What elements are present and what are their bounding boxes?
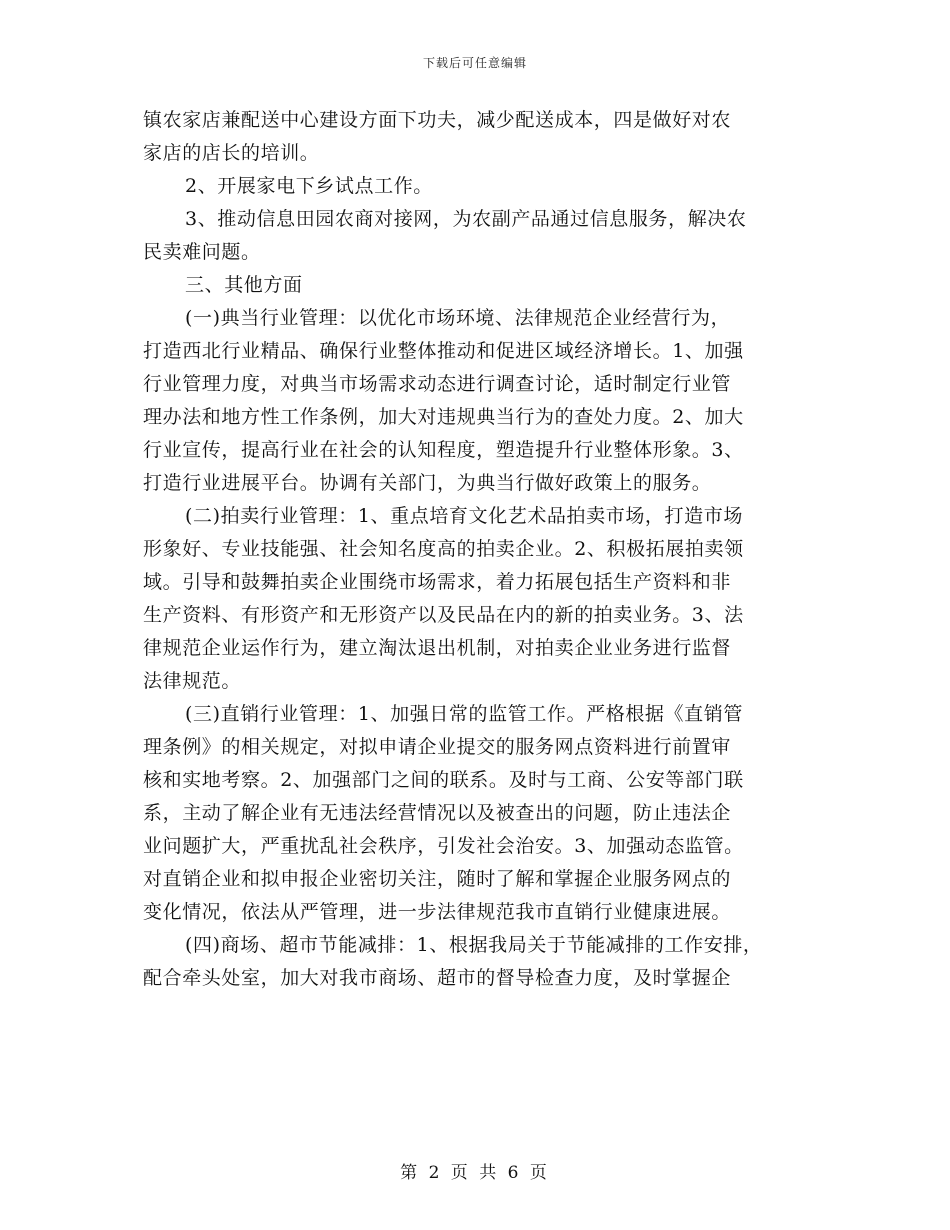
text-line: 法律规范。 [143,670,242,692]
text-line: (一)典当行业管理：以优化市场环境、法律规范企业经营行为， [185,307,731,329]
text-line: 配合牵头处室，加大对我市商场、超市的督导检查力度，及时掌握企 [143,967,732,989]
text-line: 形象好、专业技能强、社会知名度高的拍卖企业。2、积极拓展拍卖领 [143,538,744,560]
page-number-footer: 第 2 页 共 6 页 [400,1163,550,1183]
page-header: 下载后可任意编辑 [422,56,527,70]
text-line: 业问题扩大，严重扰乱社会秩序，引发社会治安。3、加强动态监管。 [143,835,744,857]
text-line: 律规范企业运作行为，建立淘汰退出机制，对拍卖企业业务进行监督 [143,637,732,659]
text-line: 家店的店长的培训。 [143,142,320,164]
text-line: (二)拍卖行业管理：1、重点培育文化艺术品拍卖市场，打造市场 [185,505,743,527]
text-line: 域。引导和鼓舞拍卖企业围绕市场需求，着力拓展包括生产资料和非 [143,571,732,593]
text-line: 行业宣传，提高行业在社会的认知程度，塑造提升行业整体形象。3、 [143,439,744,461]
text-line: 镇农家店兼配送中心建设方面下功夫，减少配送成本，四是做好对农 [143,109,732,131]
text-line: 核和实地考察。2、加强部门之间的联系。及时与工商、公安等部门联 [143,769,744,791]
text-line: 3、推动信息田园农商对接网，为农副产品通过信息服务，解决农 [185,208,747,230]
text-line: 变化情况，依法从严管理，进一步法律规范我市直销行业健康进展。 [143,901,732,923]
text-line: 民卖难问题。 [143,241,261,263]
text-line: 2、开展家电下乡试点工作。 [185,175,433,197]
text-line: (三)直销行业管理：1、加强日常的监管工作。严格根据《直销管 [185,703,743,725]
text-line: 打造西北行业精品、确保行业整体推动和促进区域经济增长。1、加强 [143,340,744,362]
text-line: 对直销企业和拟申报企业密切关注，随时了解和掌握企业服务网点的 [143,868,732,890]
text-line: 打造行业进展平台。协调有关部门，为典当行做好政策上的服务。 [143,472,712,494]
text-line: 生产资料、有形资产和无形资产以及民品在内的新的拍卖业务。3、法 [143,604,744,626]
text-line: (四)商场、超市节能减排：1、根据我局关于节能减排的工作安排， [185,934,763,956]
text-line: 理办法和地方性工作条例，加大对违规典当行为的查处力度。2、加大 [143,406,744,428]
document-body [143,104,808,995]
text-line: 理条例》的相关规定，对拟申请企业提交的服务网点资料进行前置审 [143,736,732,758]
text-line: 系，主动了解企业有无违法经营情况以及被查出的问题，防止违法企 [143,802,732,824]
text-line: 三、其他方面 [185,274,303,296]
text-line: 行业管理力度，对典当市场需求动态进行调查讨论，适时制定行业管 [143,373,732,395]
